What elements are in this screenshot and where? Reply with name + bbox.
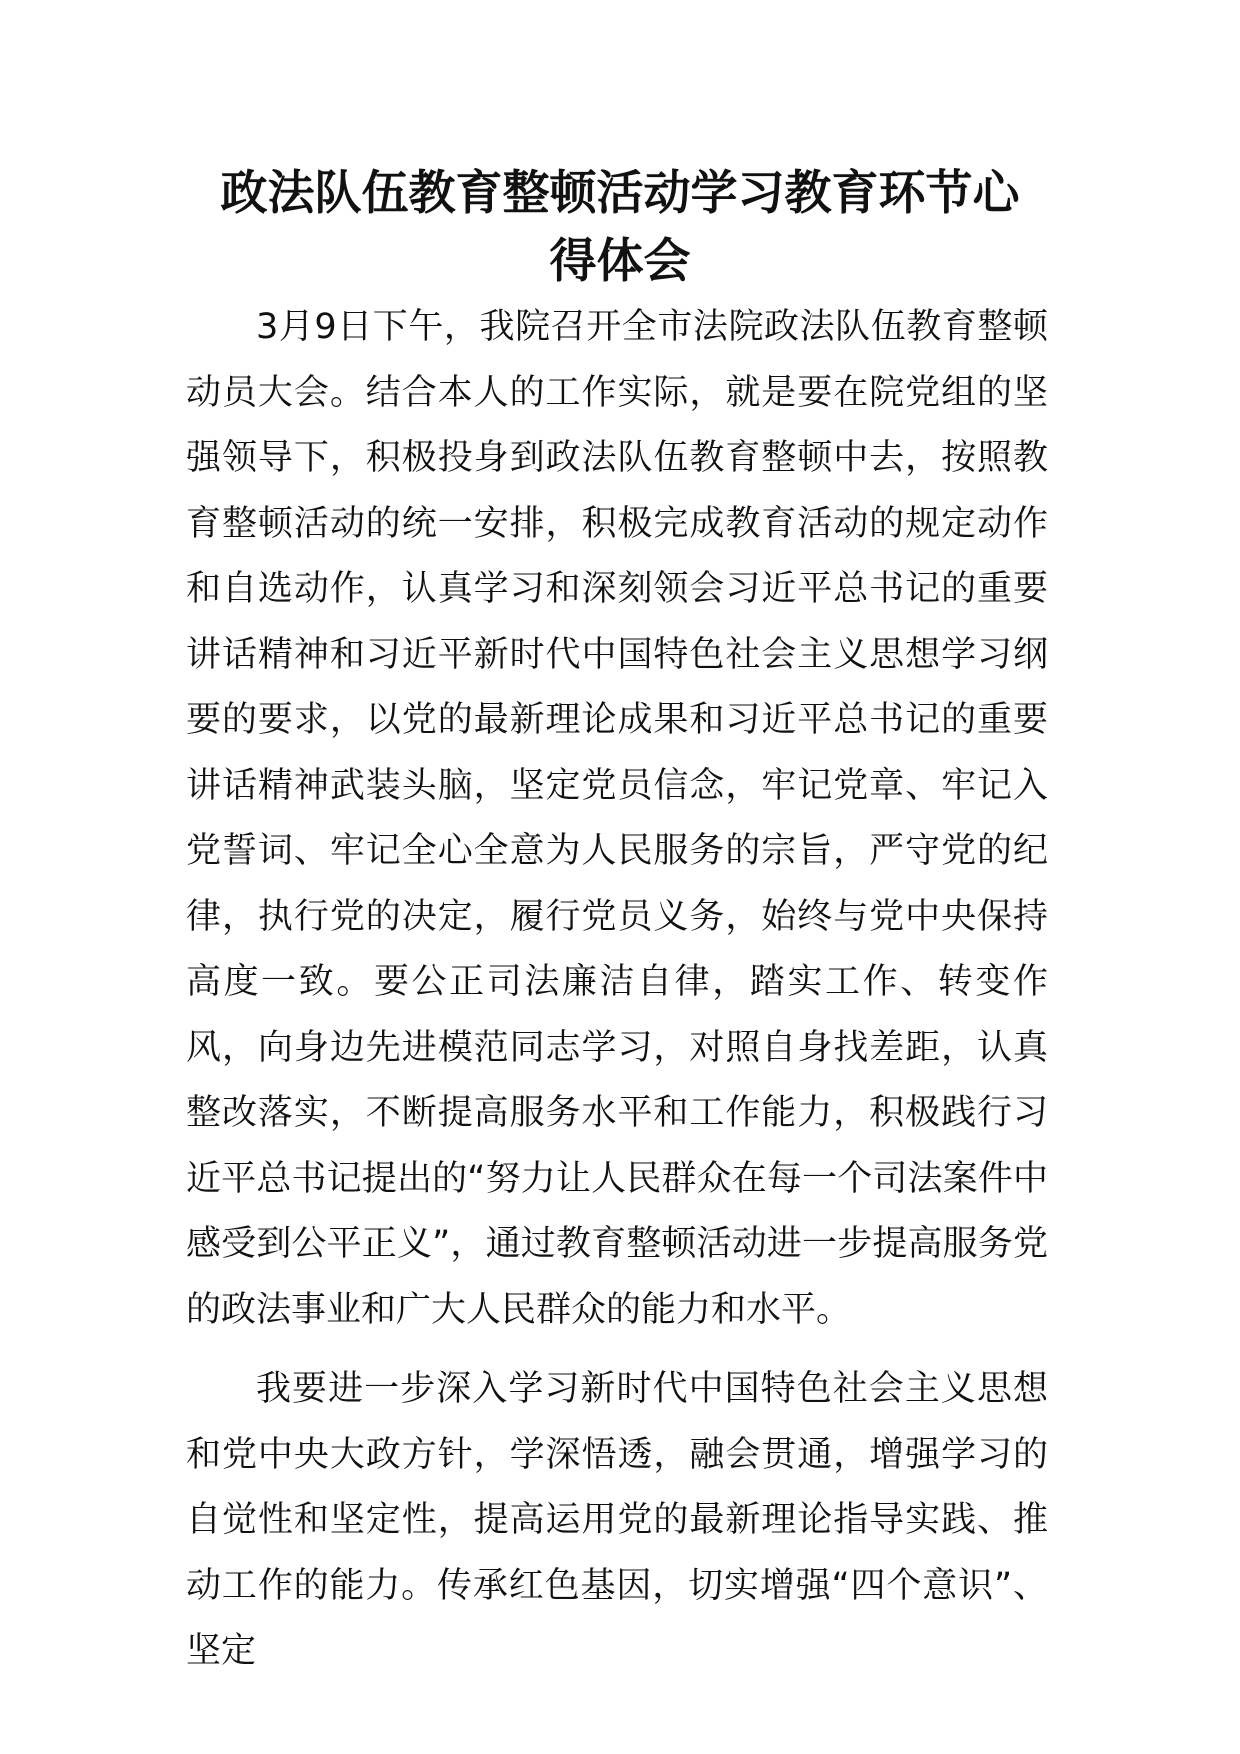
document-title: 政法队伍教育整顿活动学习教育环节心得体会: [220, 166, 1020, 289]
paragraph-1: 3月9日下午，我院召开全市法院政法队伍教育整顿动员大会。结合本人的工作实际，就是要在院党组的坚强领导下，积极投身到政法队伍教育整顿中去，按照教育整顿活动的统一安排，积极完成教育活动的规定动作和自选动作，认真学习和深刻领会习近平总书记的重要讲话精神和习近平新时代中国特色社会主义思想学习纲要的要求，以党的最新理论成果和习近平总书记的重要讲话精神武装头脑，坚定党员信念，牢记党章、牢记入党誓词、牢记全心全意为人民服务的宗旨，严守党的纪律，执行党的决定，履行党员义务，始终与党中央保持高度一致。要公正司法廉洁自律，踏实工作、转变作风，向身边先进模范同志学习，对照自身找差距，认真整改落实，不断提高服务水平和工作能力，积极践行习近平总书记提出的“努力让人民群众在每一个司法案件中感受到公平正义”，通过教育整顿活动进一步提高服务党的政法事业和广大人民群众的能力和水平。: [186, 307, 1048, 1330]
paragraph-2: 我要进一步深入学习新时代中国特色社会主义思想和党中央大政方针，学深悟透，融会贯通，增强学习的自觉性和坚定性，提高运用党的最新理论指导实践、推动工作的能力。传承红色基因，切实增强“四个意识”、坚定: [186, 1369, 1048, 1671]
document-body: [186, 295, 1048, 1685]
